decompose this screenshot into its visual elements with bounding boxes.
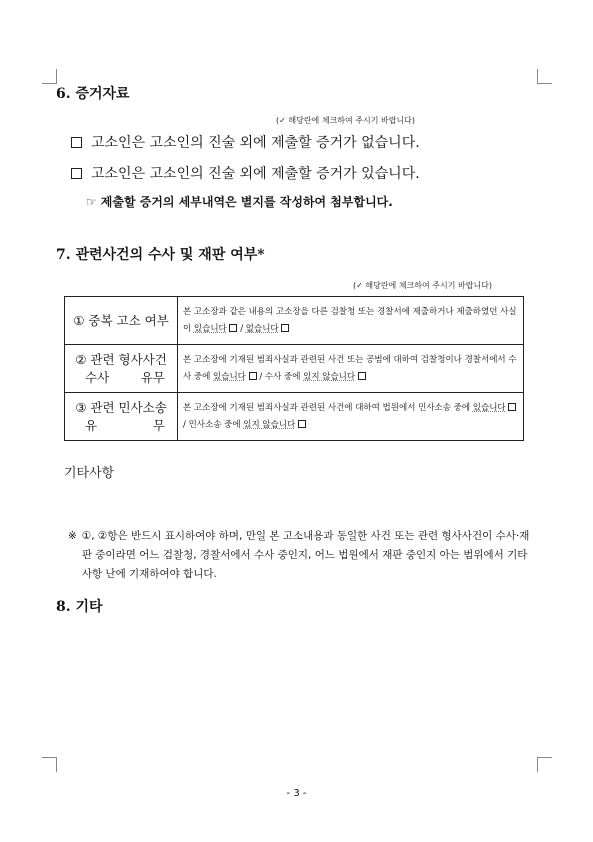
page-number: - 3 -: [286, 788, 307, 799]
duplicate-complaint-label: ① 중복 고소 여부: [65, 297, 178, 345]
table-row: [65, 345, 524, 393]
footnote-text: ①, ②항은 반드시 표시하여야 하며, 만일 본 고소내용과 동일한 사건 또는 관련 형사사건이 수사·재판 중이라면 어느 검찰청, 경찰서에서 수사 중인지, 어느 법원에서 재판 중인지 아는 범위에서 기타사항 난에 기재하여야 합니다.: [81, 530, 530, 580]
evidence-note: [86, 193, 393, 210]
other-matters-label: 기타사항: [64, 466, 115, 481]
evidence-option-none[interactable]: [71, 132, 420, 152]
option-yes-checkbox[interactable]: [508, 403, 516, 411]
duplicate-complaint-desc: 본 고소장과 같은 내용의 고소장을 다른 검찰청 또는 경찰서에 제출하거나 제출하였던 사실이 있습니다 / 없습니다: [178, 297, 524, 345]
section7-title: 7. 관련사건의 수사 및 재판 여부*: [56, 247, 265, 263]
option-yes-label: 있습니다: [193, 323, 227, 334]
section7-hint: (✓ 해당란에 체크하여 주시기 바랍니다): [353, 281, 493, 290]
evidence-option-exists[interactable]: [71, 163, 420, 183]
evidence-option-none-label: 고소인은 고소인의 진술 외에 제출할 증거가 없습니다.: [91, 135, 420, 151]
related-civil-suit-desc: 본 고소장에 기재된 범죄사실과 관련된 사건에 대하여 법원에서 민사소송 중에 있습니다 / 민사소송 중에 있지 않습니다: [178, 393, 524, 441]
crop-mark-top-right: [537, 69, 552, 84]
option-yes-label: 있습니다: [472, 402, 506, 413]
option-no-label: 없습니다: [245, 323, 279, 334]
crop-mark-top-left: [42, 69, 57, 84]
table-row: [65, 297, 524, 345]
related-civil-suit-label: ③ 관련 민사소송 유 무: [65, 393, 178, 441]
related-case-table: [64, 296, 524, 441]
related-criminal-case-label: ② 관련 형사사건 수사 유무: [65, 345, 178, 393]
section8-title: 8. 기타: [56, 599, 103, 615]
pointing-hand-icon: ☞: [86, 195, 97, 209]
option-yes-checkbox[interactable]: [229, 324, 237, 332]
crop-mark-bottom-right: [537, 757, 552, 772]
section6-title: 6. 증거자료: [56, 86, 130, 102]
evidence-note-text: 제출할 증거의 세부내역은 별지를 작성하여 첨부합니다.: [100, 195, 393, 209]
option-no-label: 있지 않습니다: [303, 371, 356, 382]
option-yes-label: 있습니다: [213, 371, 246, 382]
option-no-checkbox[interactable]: [358, 372, 366, 380]
checkbox[interactable]: [71, 168, 82, 179]
option-yes-checkbox[interactable]: [249, 372, 257, 380]
option-no-label: 있지 않습니다: [243, 419, 296, 430]
related-criminal-case-desc: 본 고소장에 기재된 범죄사실과 관련된 사건 또는 공범에 대하여 검찰청이나 경찰서에서 수사 중에 있습니다 / 수사 중에 있지 않습니다: [178, 345, 524, 393]
footnote: [68, 527, 530, 584]
crop-mark-bottom-left: [42, 757, 57, 772]
checkbox[interactable]: [71, 137, 82, 148]
table-row: [65, 393, 524, 441]
option-no-checkbox[interactable]: [298, 420, 306, 428]
evidence-option-exists-label: 고소인은 고소인의 진술 외에 제출할 증거가 있습니다.: [91, 166, 420, 182]
option-no-checkbox[interactable]: [281, 324, 289, 332]
section6-hint: (✓ 해당란에 체크하여 주시기 바랍니다): [276, 116, 416, 125]
footnote-mark: ※: [68, 530, 77, 542]
